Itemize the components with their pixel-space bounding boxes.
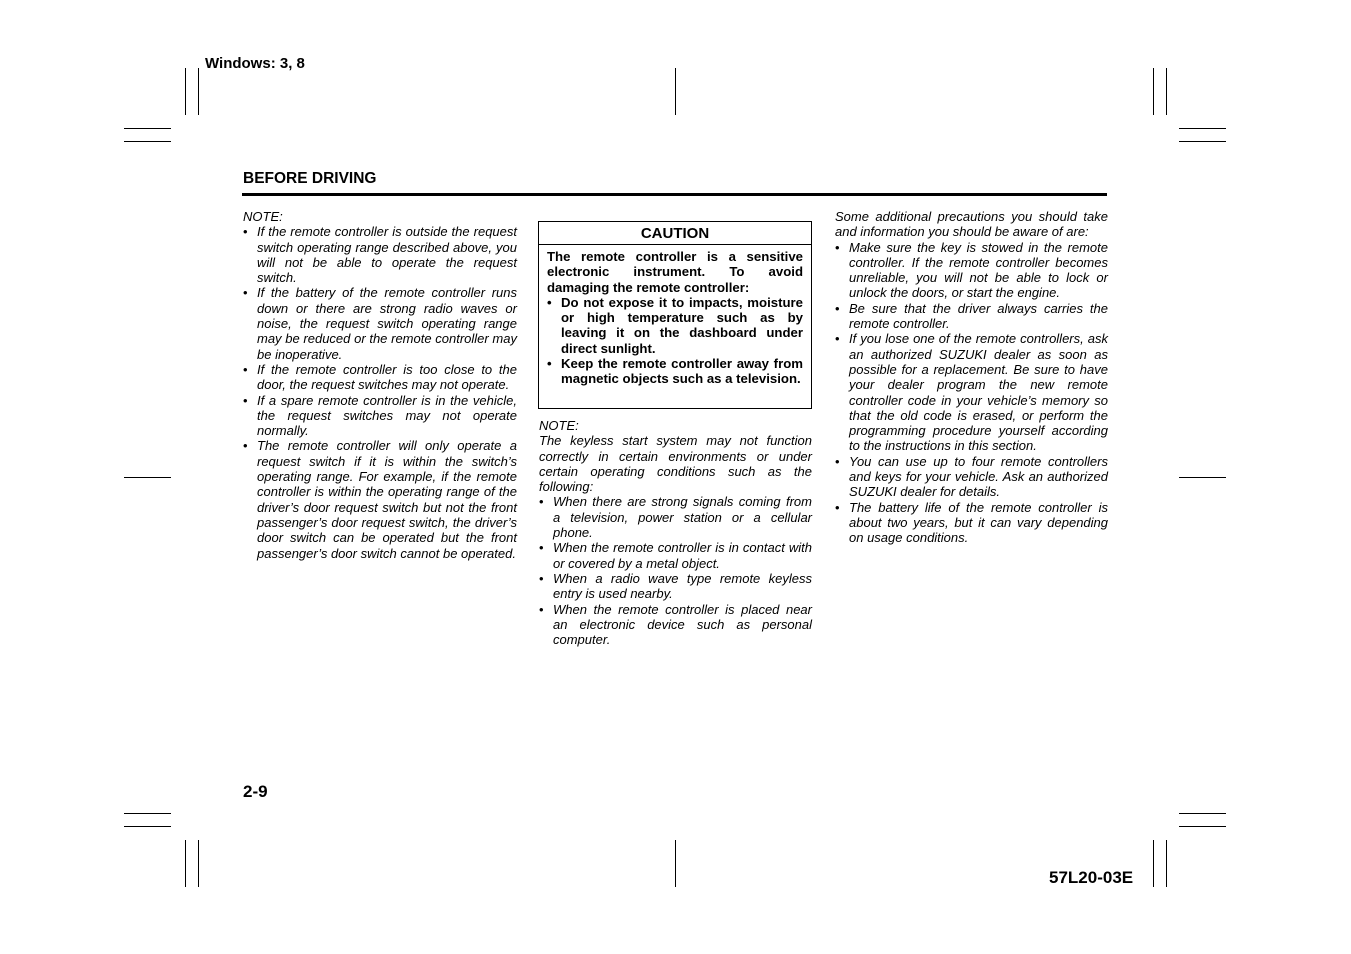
list-item: • Make sure the key is stowed in the remote controller. If the remote controller becomes unreliable, you will not be able to lock or unlock the doors, or start the engine. <box>835 240 1108 301</box>
crop-mark <box>124 477 171 478</box>
note-list <box>243 224 517 561</box>
note-intro: The keyless start system may not function correctly in certain environments or under certain operating conditions such as the following: <box>539 433 812 495</box>
list-item: • When the remote controller is in contact with or covered by a metal object. <box>539 540 812 571</box>
crop-mark <box>124 826 171 827</box>
crop-mark <box>1179 477 1226 478</box>
crop-mark <box>1179 128 1226 129</box>
crop-mark <box>124 128 171 129</box>
crop-mark <box>1153 68 1154 115</box>
crop-mark <box>1179 826 1226 827</box>
list-item: • You can use up to four remote controllers and keys for your vehicle. Ask an authorized SUZUKI dealer for details. <box>835 454 1108 500</box>
caution-title: CAUTION <box>539 222 811 245</box>
list-item: • Be sure that the driver always carries the remote controller. <box>835 301 1108 332</box>
crop-mark <box>198 840 199 887</box>
list-item: • The battery life of the remote controller is about two years, but it can vary depending on usage conditions. <box>835 500 1108 546</box>
note-label: NOTE: <box>243 209 283 224</box>
list-item: • Keep the remote controller away from magnetic objects such as a television. <box>547 356 803 387</box>
crop-mark <box>675 68 676 115</box>
crop-mark <box>185 840 186 887</box>
section-title: BEFORE DRIVING <box>243 170 377 187</box>
middle-note <box>539 418 812 647</box>
crop-mark <box>1179 141 1226 142</box>
windows-label: Windows: 3, 8 <box>205 55 305 72</box>
list-item: • If the battery of the remote controller runs down or there are strong radio waves or noise, the request switch operating range may be reduced or the remote controller may be inoperative. <box>243 285 517 361</box>
crop-mark <box>185 68 186 115</box>
list-item: • The remote controller will only operate a request switch if it is within the switch’s operating range. For example, if the remote controller is within the operating range of the driver’s door request switch but not the front passenger’s door request switch, the driver’s door switch can be operated but the front passenger’s door switch cannot be operated. <box>243 438 517 560</box>
caution-body <box>539 245 811 387</box>
crop-mark <box>124 141 171 142</box>
list-item: • If a spare remote controller is in the vehicle, the request switches may not operate normally. <box>243 393 517 439</box>
crop-mark <box>675 840 676 887</box>
crop-mark <box>1166 840 1167 887</box>
list-item: • When there are strong signals coming from a television, power station or a cellular phone. <box>539 494 812 540</box>
note-label: NOTE: <box>539 418 579 433</box>
crop-mark <box>1179 813 1226 814</box>
caution-box <box>538 221 812 409</box>
document-code: 57L20-03E <box>1049 868 1134 887</box>
left-column <box>243 209 517 561</box>
list-item: • When a radio wave type remote keyless entry is used nearby. <box>539 571 812 602</box>
list-item: • If the remote controller is too close to the door, the request switches may not operate. <box>243 362 517 393</box>
precautions-list <box>835 240 1108 546</box>
list-item: • Do not expose it to impacts, moisture or high temperature such as by leaving it on the dashboard under direct sunlight. <box>547 295 803 356</box>
list-item: • If the remote controller is outside the request switch operating range described above, you will not be able to operate the request switch. <box>243 224 517 285</box>
list-item: • If you lose one of the remote controllers, ask an authorized SUZUKI dealer as soon as possible for a replacement. Be sure to have your dealer program the new remote controller code in your vehicle’s memory so that the old code is erased, or perform the programming procedure yourself according to the instructions in this section. <box>835 331 1108 453</box>
caution-intro: The remote controller is a sensitive electronic instrument. To avoid damaging the remote controller: <box>547 249 803 295</box>
header-rule <box>242 193 1107 196</box>
note-list <box>539 494 812 647</box>
crop-mark <box>1166 68 1167 115</box>
precautions-intro: Some additional precautions you should take and information you should be aware of are: <box>835 209 1108 240</box>
caution-list <box>547 295 803 387</box>
crop-mark <box>124 813 171 814</box>
crop-mark <box>198 68 199 115</box>
crop-mark <box>1153 840 1154 887</box>
right-column <box>835 209 1108 546</box>
list-item: • When the remote controller is placed near an electronic device such as personal computer. <box>539 602 812 648</box>
page-number: 2-9 <box>243 782 268 801</box>
